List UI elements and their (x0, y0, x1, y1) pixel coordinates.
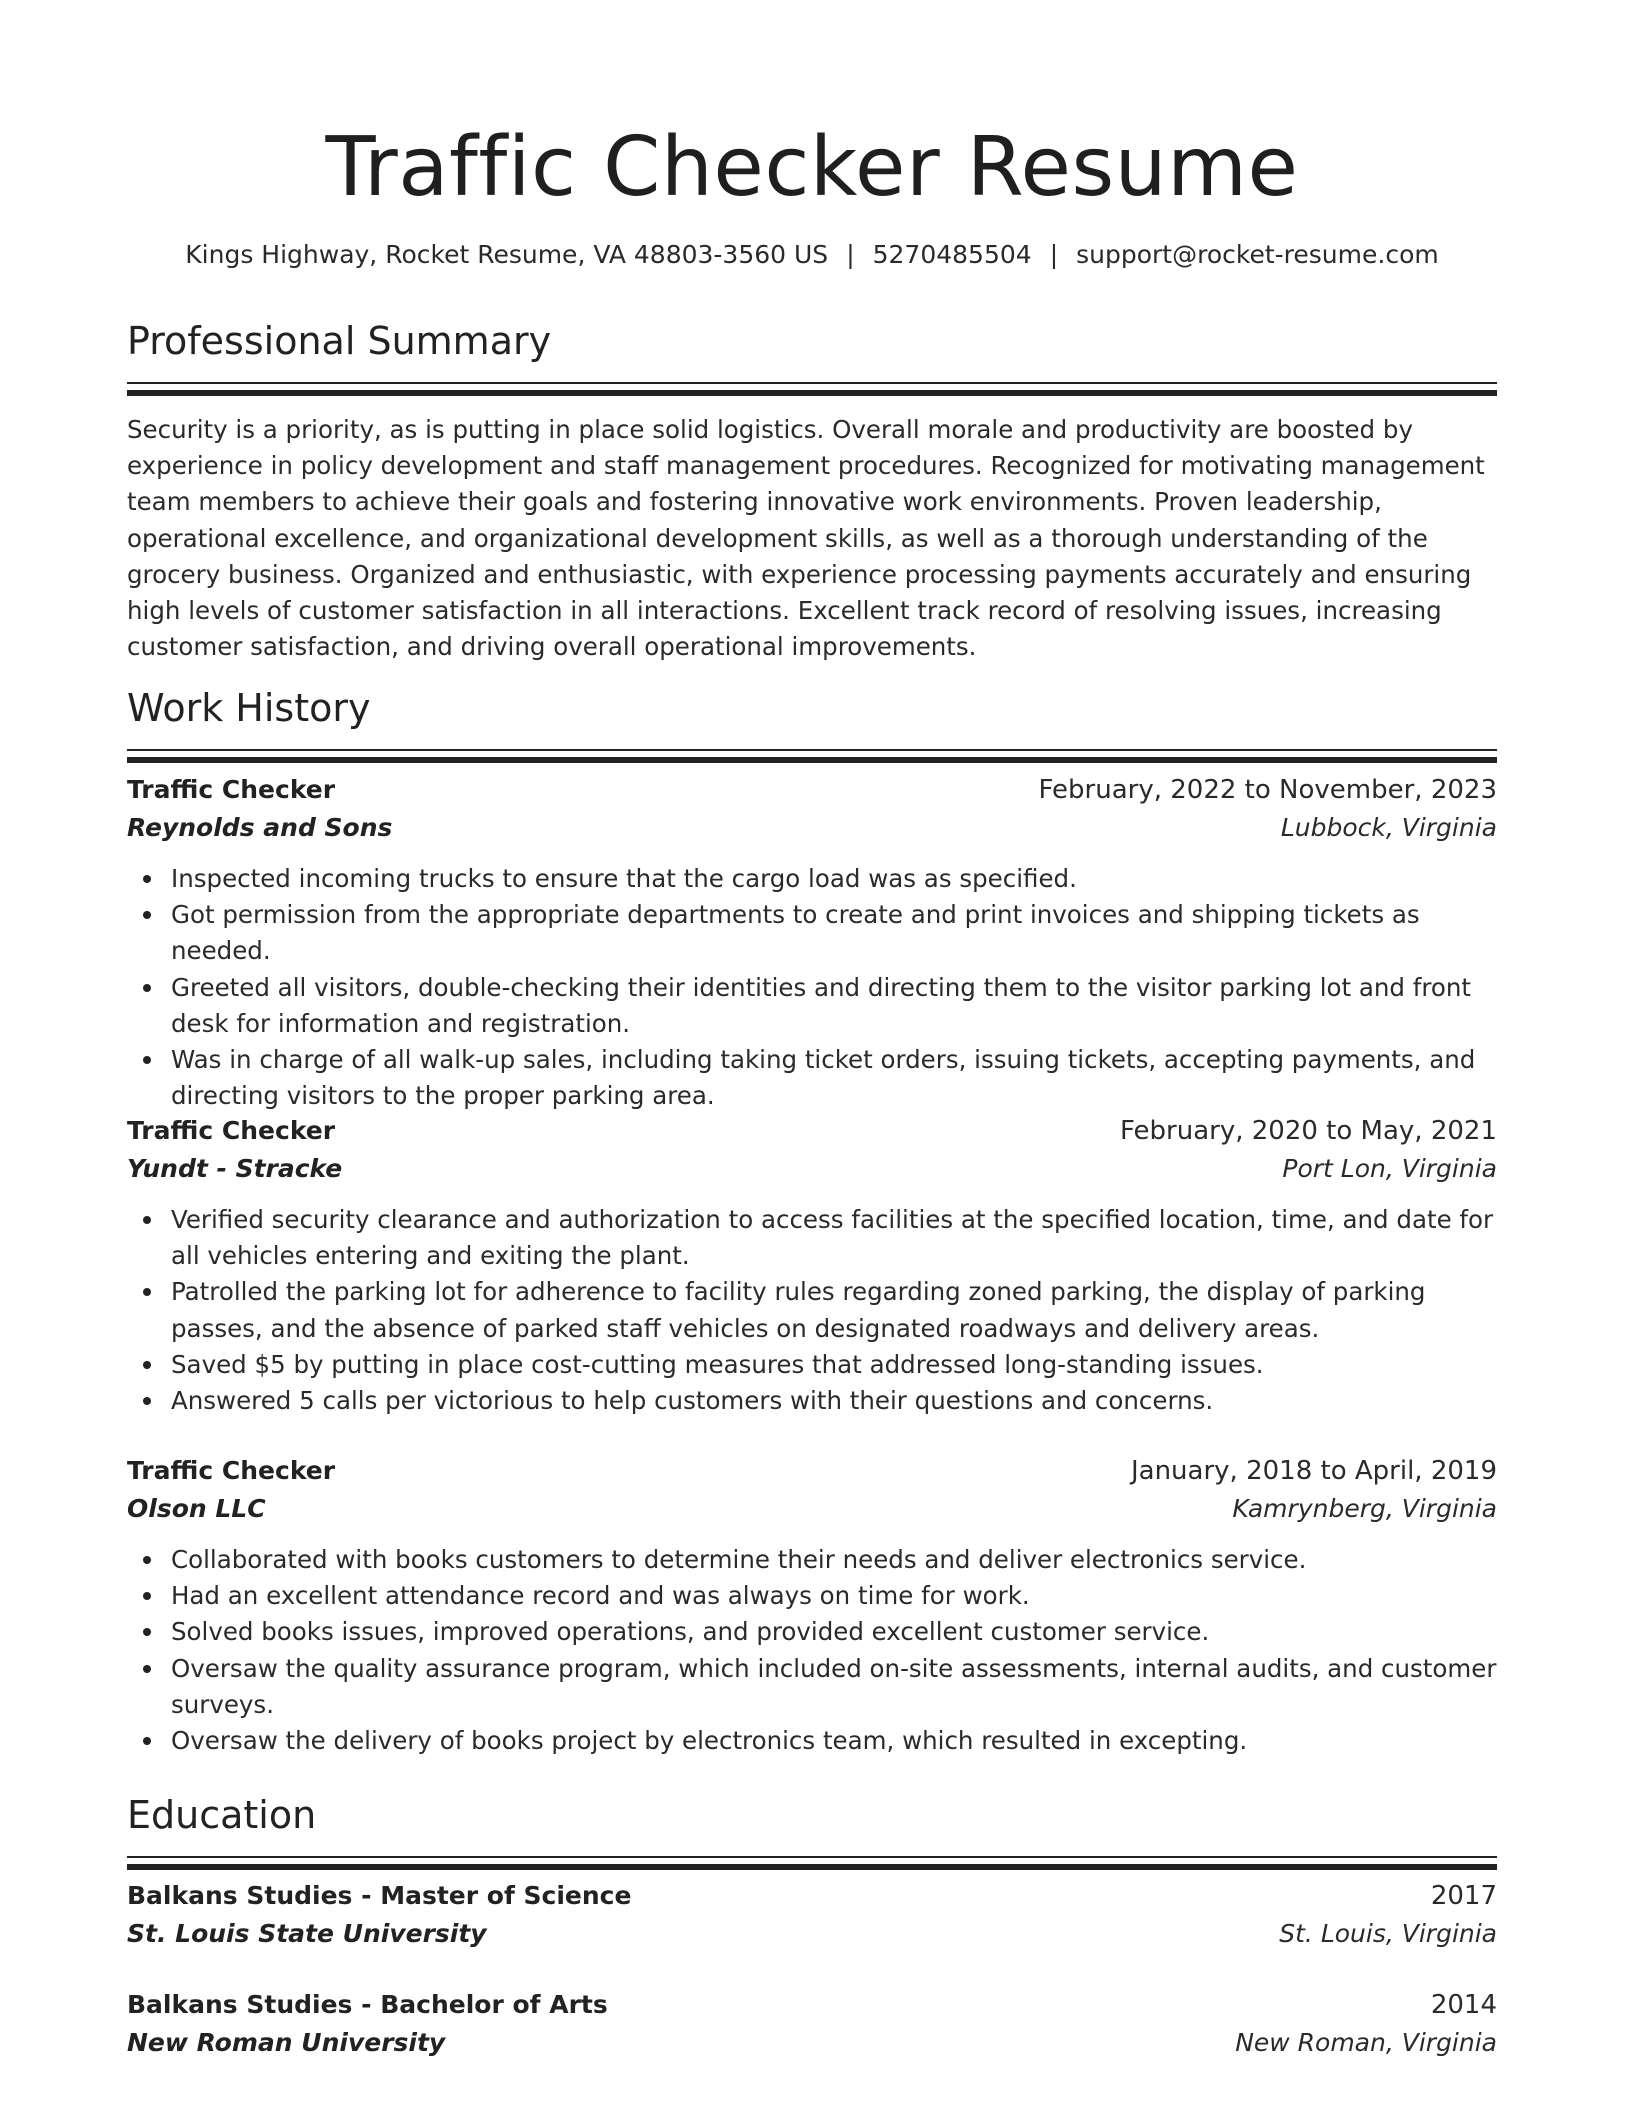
job-bullet: Got permission from the appropriate departments to create and print invoices and shipping tickets as needed. (171, 897, 1497, 969)
job-location: Port Lon, Virginia (1282, 1154, 1497, 1183)
education-year: 2014 (1430, 1990, 1497, 2020)
job-header-row (127, 771, 1497, 809)
job-entry (127, 771, 1497, 1114)
education-location: New Roman, Virginia (1235, 2028, 1497, 2057)
job-bullets (127, 1542, 1497, 1759)
section-divider (127, 382, 1497, 396)
education-year: 2017 (1430, 1881, 1497, 1911)
contact-line (127, 238, 1497, 272)
job-company-row (127, 809, 1497, 847)
education-entry (127, 1877, 1497, 1953)
education-school-row (127, 1915, 1497, 1953)
education-entry (127, 1986, 1497, 2062)
education-header-row (127, 1986, 1497, 2024)
job-title: Traffic Checker (127, 775, 336, 804)
job-bullet: Saved $5 by putting in place cost-cutting measures that addressed long-standing issues. (171, 1347, 1497, 1383)
job-bullet: Verified security clearance and authorization to access facilities at the specified location, time, and date for all vehicles entering and exiting the plant. (171, 1202, 1497, 1274)
summary-text: Security is a priority, as is putting in place solid logistics. Overall morale and productivity are boosted by experience in policy development and staff management procedures. Recognized for motivating management team members to achieve their goals and fostering innovative work environments. Proven leadership, operational excellence, and organizational development skills, as well as a thorough understanding of the grocery business. Organized and enthusiastic, with experience processing payments accurately and ensuring high levels of customer satisfaction in all interactions. Excellent track record of resolving issues, increasing customer satisfaction, and driving overall operational improvements. (127, 415, 1485, 662)
job-bullet: Oversaw the quality assurance program, which included on-site assessments, internal audits, and customer surveys. (171, 1651, 1497, 1723)
job-bullet: Collaborated with books customers to determine their needs and deliver electronics service. (171, 1542, 1497, 1578)
education-section (127, 1790, 1497, 1870)
job-location: Lubbock, Virginia (1280, 813, 1497, 842)
education-school-row (127, 2024, 1497, 2062)
education-school: St. Louis State University (127, 1919, 487, 1948)
resume-title: Traffic Checker Resume (325, 120, 1299, 215)
job-title: Traffic Checker (127, 1116, 336, 1145)
job-company-row (127, 1150, 1497, 1188)
job-title: Traffic Checker (127, 1456, 336, 1485)
contact-email: support@rocket-resume.com (1076, 240, 1439, 269)
contact-separator: | (846, 240, 855, 269)
education-heading: Education (127, 1793, 317, 1837)
job-header-row (127, 1452, 1497, 1490)
job-company-row (127, 1490, 1497, 1528)
job-location: Kamrynberg, Virginia (1232, 1494, 1497, 1523)
job-header-row (127, 1112, 1497, 1150)
summary-section (127, 316, 1497, 665)
job-bullets (127, 1202, 1497, 1419)
education-degree: Balkans Studies - Bachelor of Arts (127, 1990, 608, 2019)
work-history-heading: Work History (127, 686, 371, 730)
section-divider (127, 749, 1497, 763)
contact-separator: | (1049, 240, 1059, 269)
job-company: Yundt - Stracke (127, 1154, 343, 1183)
job-bullet: Patrolled the parking lot for adherence to facility rules regarding zoned parking, the display of parking passes, and the absence of parked staff vehicles on designated roadways and delivery areas. (171, 1274, 1497, 1346)
education-degree: Balkans Studies - Master of Science (127, 1881, 632, 1910)
work-history-section (127, 683, 1497, 763)
job-bullet: Oversaw the delivery of books project by electronics team, which resulted in excepting. (171, 1723, 1497, 1759)
education-location: St. Louis, Virginia (1279, 1919, 1497, 1948)
job-dates: February, 2022 to November, 2023 (1038, 775, 1497, 805)
job-dates: January, 2018 to April, 2019 (1130, 1456, 1497, 1486)
job-bullet: Solved books issues, improved operations, and provided excellent customer service. (171, 1614, 1497, 1650)
contact-phone: 5270485504 (872, 240, 1032, 269)
education-school: New Roman University (127, 2028, 446, 2057)
job-company: Olson LLC (127, 1494, 266, 1523)
job-bullet: Had an excellent attendance record and was always on time for work. (171, 1578, 1497, 1614)
job-dates: February, 2020 to May, 2021 (1120, 1116, 1497, 1146)
job-bullet: Inspected incoming trucks to ensure that the cargo load was as specified. (171, 861, 1497, 897)
summary-heading: Professional Summary (127, 319, 552, 363)
job-bullet: Answered 5 calls per victorious to help customers with their questions and concerns. (171, 1383, 1497, 1419)
job-bullets (127, 861, 1497, 1114)
job-bullet: Greeted all visitors, double-checking their identities and directing them to the visitor parking lot and front desk for information and registration. (171, 970, 1497, 1042)
education-header-row (127, 1877, 1497, 1915)
job-company: Reynolds and Sons (127, 813, 393, 842)
section-divider (127, 1856, 1497, 1870)
job-entry (127, 1112, 1497, 1419)
contact-address: Kings Highway, Rocket Resume, VA 48803-3560 US (185, 240, 829, 269)
job-bullet: Was in charge of all walk-up sales, including taking ticket orders, issuing tickets, accepting payments, and directing visitors to the proper parking area. (171, 1042, 1497, 1114)
job-entry (127, 1452, 1497, 1759)
